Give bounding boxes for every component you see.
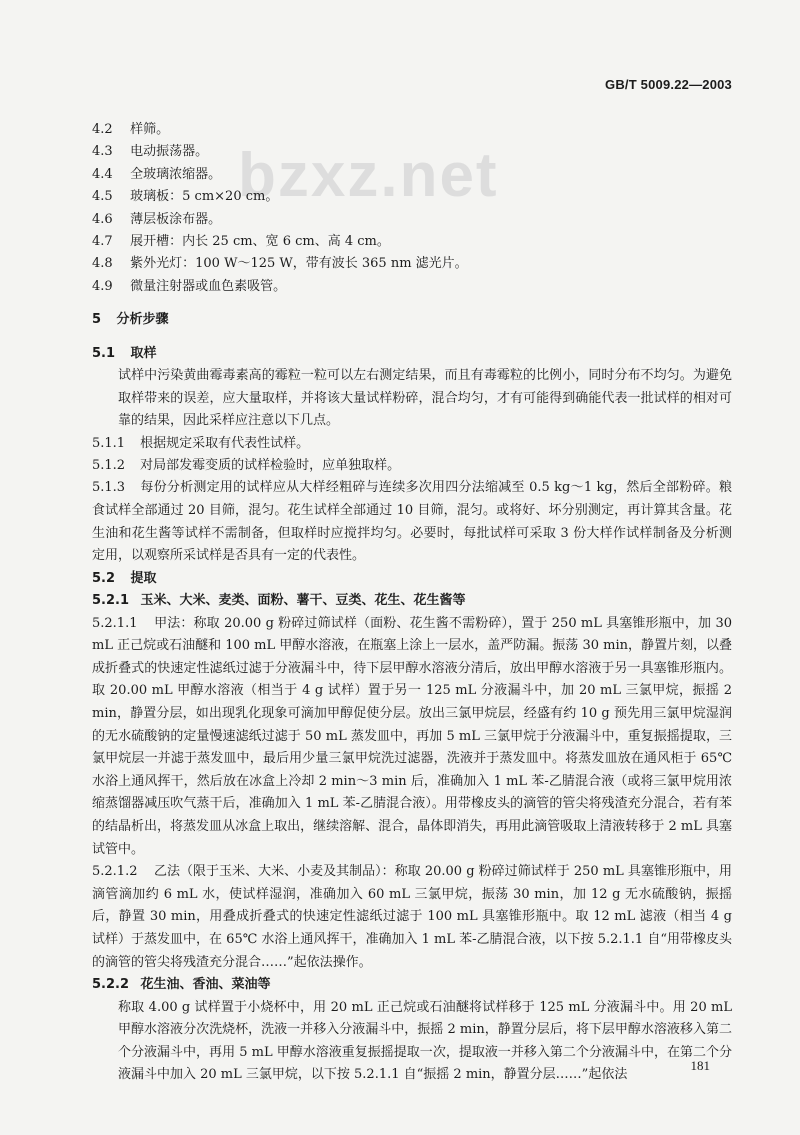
clause xyxy=(92,477,732,567)
list-item xyxy=(92,186,732,208)
clause-number: 5.1.2 xyxy=(92,458,126,474)
clause xyxy=(92,613,732,862)
paragraph: 称取 4.00 g 试样置于小烧杯中，用 20 mL 正己烷或石油醚将试样移于 125 mL 分液漏斗中。用 20 mL 甲醇水溶液分次洗烧杯，洗液一并移入分液漏斗中，振摇 2 min，静置分层后，将下层甲醇水溶液移入第二个分液漏斗中，再用 5 mL 甲醇水溶液重复振摇提取一次，提取液一并移入第二个分液漏斗中，在第二个分液漏斗中加入 20 mL 三氯甲烷，以下按 5.2.1.1 自“振摇 2 min，静置分层……”起依法 xyxy=(118,999,732,1083)
clause-number: 5.1.1 xyxy=(92,435,126,451)
page-number: 181 xyxy=(690,1058,710,1073)
item-text: 紫外光灯：100 W～125 W，带有波长 365 nm 滤光片。 xyxy=(130,256,468,272)
standard-code: GB/T 5009.22—2003 xyxy=(605,77,732,92)
subsection-number: 5.2 xyxy=(92,570,116,586)
subsection-title: 提取 xyxy=(130,570,157,586)
subsection-heading xyxy=(92,343,732,365)
item-text: 电动振荡器。 xyxy=(130,144,209,160)
subsection-heading xyxy=(92,974,732,996)
item-text: 薄层板涂布器。 xyxy=(130,211,222,227)
list-item xyxy=(92,276,732,298)
item-text: 玻璃板：5 cm×20 cm。 xyxy=(130,189,279,205)
item-text: 微量注射器或血色素吸管。 xyxy=(130,278,287,294)
clause-number: 5.2.1.1 xyxy=(92,615,138,631)
subsection-title: 取样 xyxy=(130,345,157,361)
clause xyxy=(92,455,732,477)
list-item xyxy=(92,209,732,231)
section-title: 分析步骤 xyxy=(116,312,169,328)
item-number: 4.3 xyxy=(92,144,113,160)
subsection-heading xyxy=(92,568,732,590)
clause-number: 5.1.3 xyxy=(92,480,126,496)
paragraph: 试样中污染黄曲霉毒素高的霉粒一粒可以左右测定结果，而且有毒霉粒的比例小，同时分布不均匀。为避免取样带来的误差，应大量取样，并将该大量试样粉碎，混合均匀，才有可能得到确能代表一批试样的相对可靠的结果，因此采样应注意以下几点。 xyxy=(118,367,732,429)
item-number: 4.7 xyxy=(92,233,113,249)
clause-text: 甲法：称取 20.00 g 粉碎过筛试样（面粉、花生酱不需粉碎），置于 250 mL 具塞锥形瓶中，加 30 mL 正己烷或石油醚和 100 mL 甲醇水溶液，在瓶塞上涂上一层水，盖严防漏。振荡 30 min，静置片刻，以叠成折叠式的快速定性滤纸过滤于分液漏斗中，待下层甲醇水溶液分清后，放出甲醇水溶液于另一具塞锥形瓶内。取 20.00 mL 甲醇水溶液（相当于 4 g 试样）置于另一 125 mL 分液漏斗中，加 20 mL 三氯甲烷，振摇 2 min，静置分层，如出现乳化现象可滴加甲醇促使分层。放出三氯甲烷层，经盛有约 10 g 预先用三氯甲烷湿润的无水硫酸钠的定量慢速滤纸过滤于 50 mL 蒸发皿中，再加 5 mL 三氯甲烷于分液漏斗中，重复振摇提取，三氯甲烷层一并滤于蒸发皿中，最后用少量三氯甲烷洗过滤器，洗液并于蒸发皿中。将蒸发皿放在通风柜于 65℃ 水浴上通风挥干，然后放在冰盒上冷却 2 min～3 min 后，准确加入 1 mL 苯-乙腈混合液（或将三氯甲烷用浓缩蒸馏器减压吹气蒸干后，准确加入 1 mL 苯-乙腈混合液）。用带橡皮头的滴管的管尖将残渣充分混合，若有苯的结晶析出，将蒸发皿从冰盒上取出，继续溶解、混合，晶体即消失，再用此滴管吸取上清液转移于 2 mL 具塞试管中。 xyxy=(92,615,732,857)
list-item xyxy=(92,119,732,141)
watermark: bzxz.net xyxy=(238,141,499,210)
subsection-number: 5.2.1 xyxy=(92,593,130,609)
item-number: 4.4 xyxy=(92,166,113,182)
subsection-heading xyxy=(92,590,732,612)
clause xyxy=(92,433,732,455)
subsection-title: 玉米、大米、麦类、面粉、薯干、豆类、花生、花生酱等 xyxy=(140,593,466,609)
item-number: 4.2 xyxy=(92,122,113,137)
item-number: 4.9 xyxy=(92,278,113,294)
item-number: 4.8 xyxy=(92,256,113,272)
clause-text: 对局部发霉变质的试样检验时，应单独取样。 xyxy=(140,458,401,474)
subsection-title: 花生油、香油、菜油等 xyxy=(140,977,271,993)
list-item xyxy=(92,231,732,253)
list-item xyxy=(92,141,732,163)
section-number: 5 xyxy=(92,312,102,328)
list-item xyxy=(92,164,732,186)
item-text: 样筛。 xyxy=(130,122,170,137)
subsection-number: 5.2.2 xyxy=(92,977,130,993)
section-heading xyxy=(92,309,732,331)
clause-number: 5.2.1.2 xyxy=(92,864,138,880)
list-item xyxy=(92,253,732,275)
clause-text: 根据规定采取有代表性试样。 xyxy=(140,435,310,451)
clause-text: 乙法（限于玉米、大米、小麦及其制品）：称取 20.00 g 粉碎过筛试样于 250 mL 具塞锥形瓶中，用滴管滴加约 6 mL 水，使试样湿润，准确加入 60 mL 三氯甲烷，振荡 30 min，加 12 g 无水硫酸钠，振摇后，静置 30 min，用叠成折叠式的快速定性滤纸过滤于 100 mL 具塞锥形瓶中。取 12 mL 滤液（相当 4 g 试样）于蒸发皿中，在 65℃ 水浴上通风挥干，准确加入 1 mL 苯-乙腈混合液，以下按 5.2.1.1 自“用带橡皮头的滴管的管尖将残渣充分混合……”起依法操作。 xyxy=(92,864,732,970)
item-text: 展开槽：内长 25 cm、宽 6 cm、高 4 cm。 xyxy=(130,233,390,249)
clause xyxy=(92,861,732,974)
item-text: 全玻璃浓缩器。 xyxy=(130,166,222,182)
item-number: 4.5 xyxy=(92,189,113,205)
item-number: 4.6 xyxy=(92,211,113,227)
subsection-number: 5.1 xyxy=(92,345,116,361)
page-content xyxy=(92,119,732,1087)
clause-text: 每份分析测定用的试样应从大样经粗碎与连续多次用四分法缩减至 0.5 kg～1 kg，然后全部粉碎。粮食试样全部通过 20 目筛，混匀。花生试样全部通过 10 目筛，混匀。或将好、坏分别测定，再计算其含量。花生油和花生酱等试样不需制备，但取样时应搅拌均匀。必要时，每批试样可采取 3 份大样作试样制备及分析测定用，以观察所采试样是否具有一定的代表性。 xyxy=(92,480,732,564)
